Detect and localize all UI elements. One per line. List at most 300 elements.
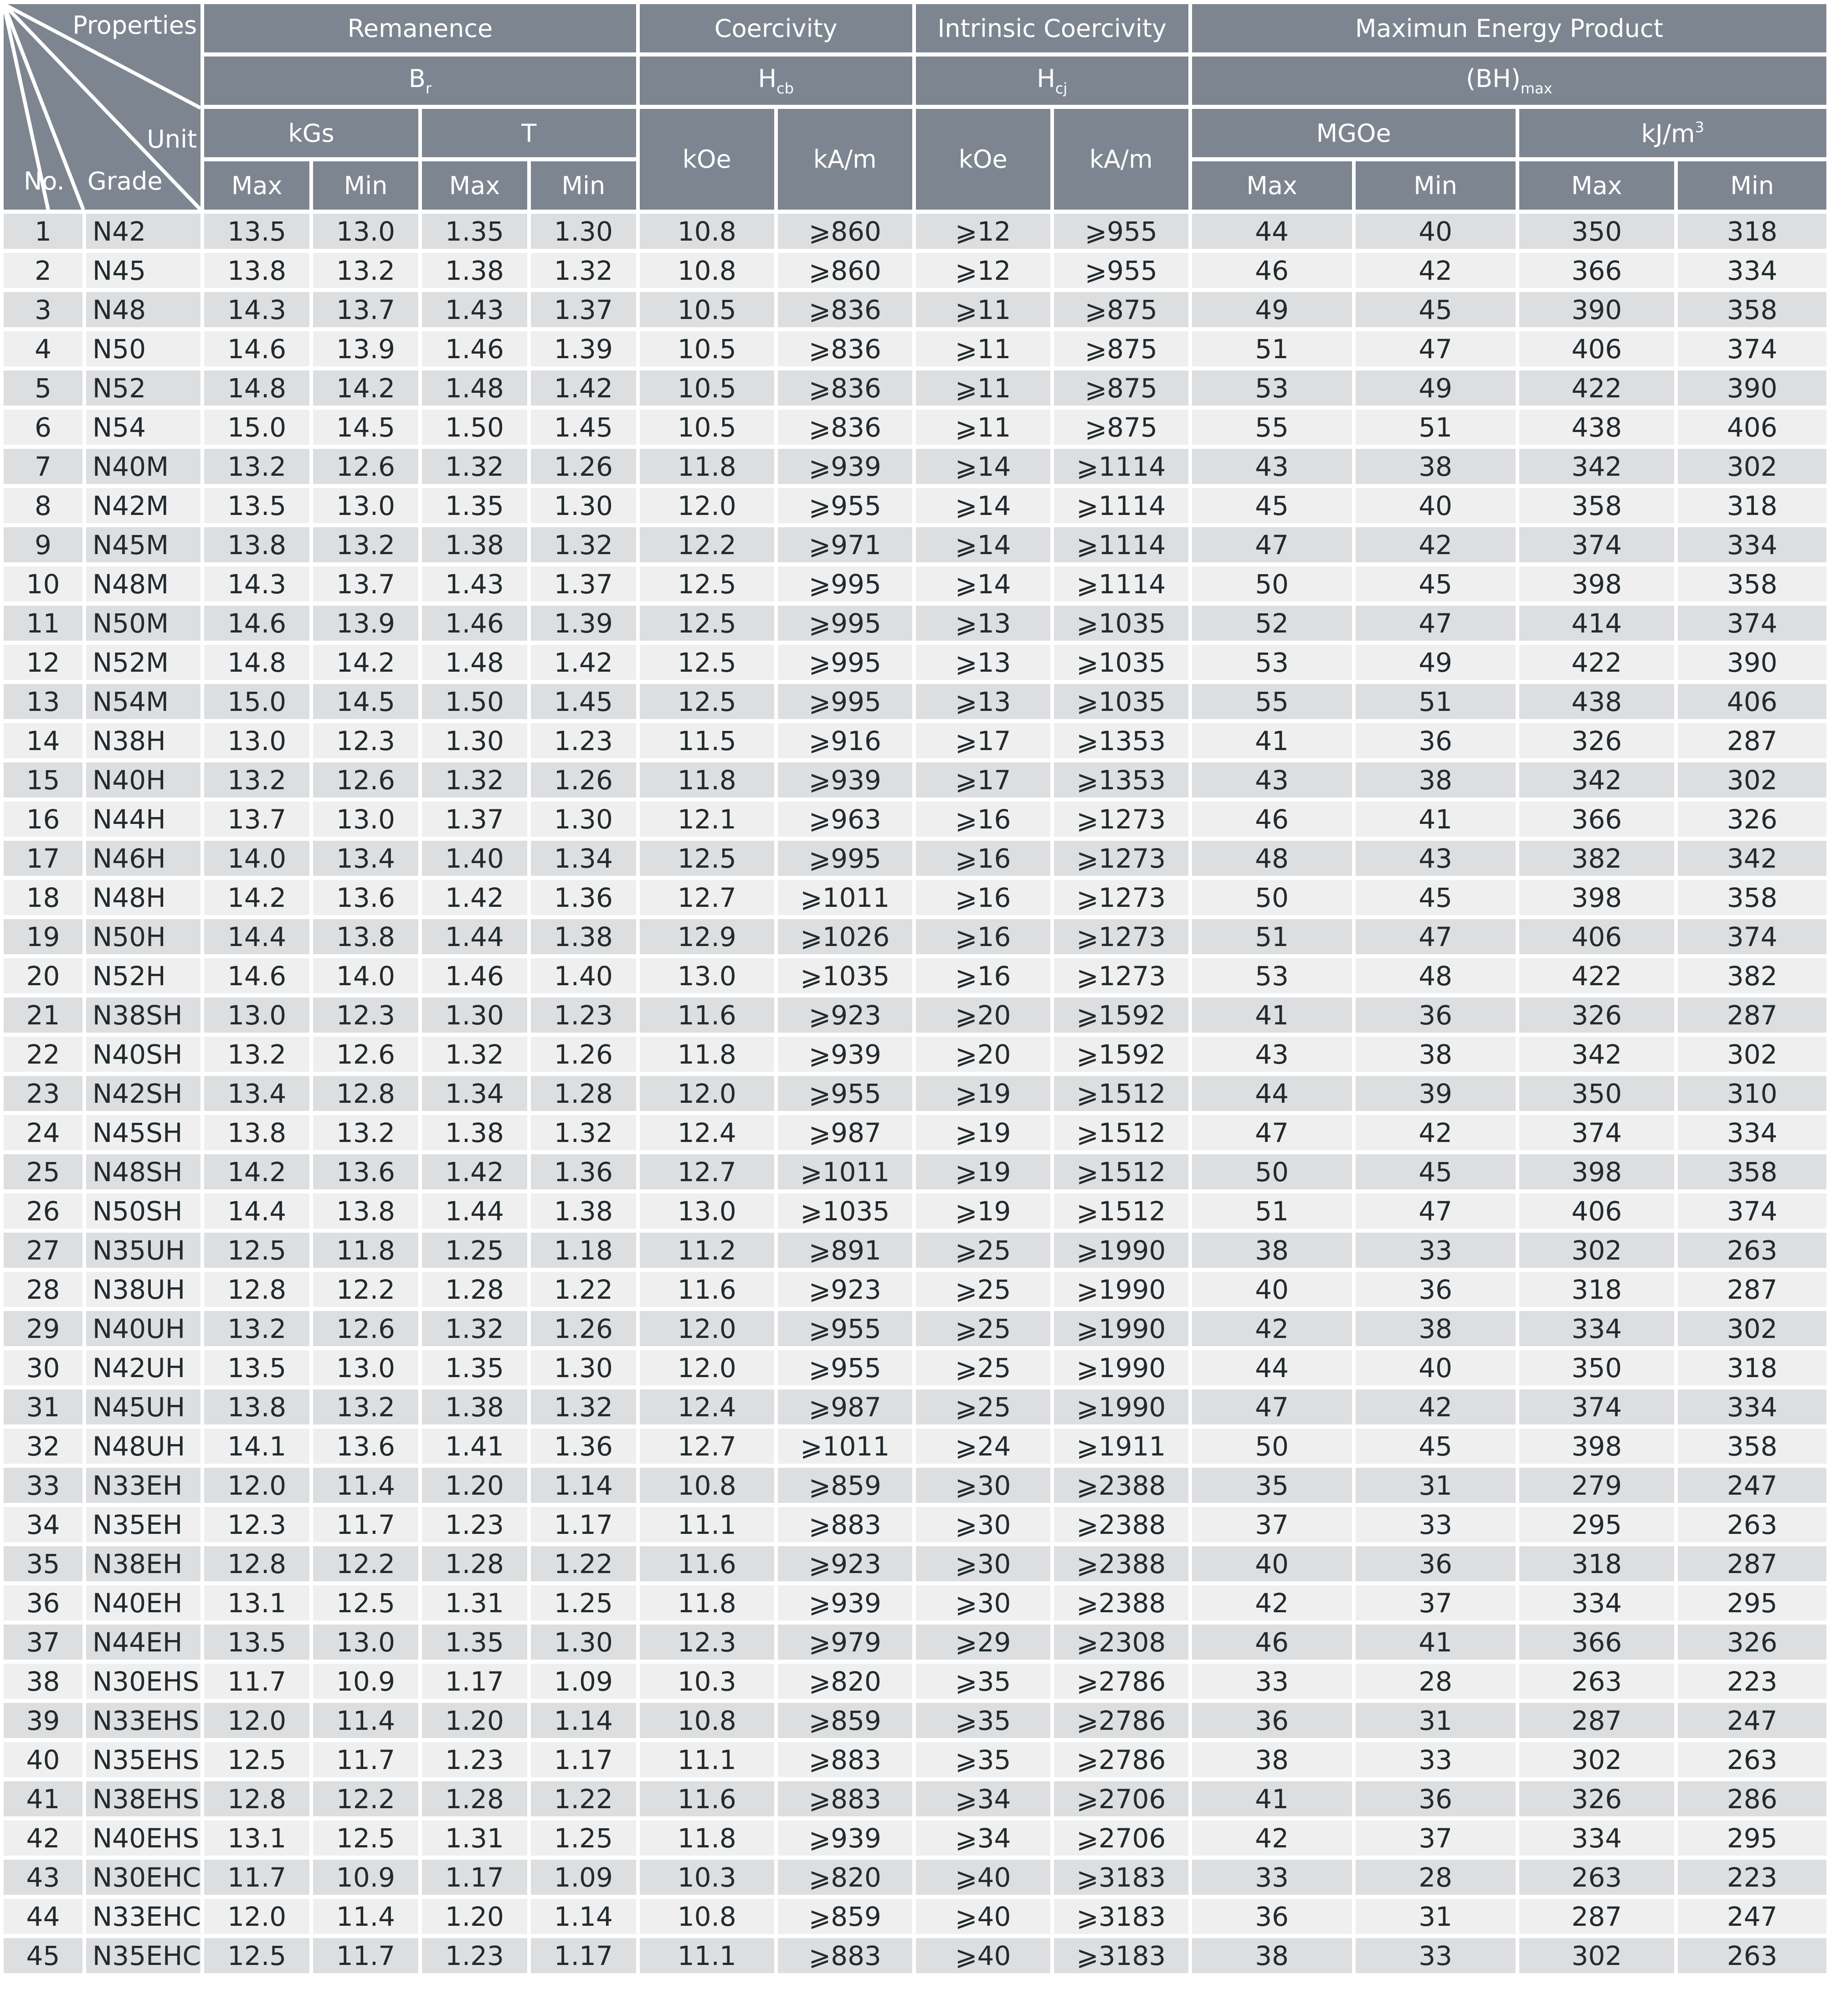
kjm3-min-cell: 334: [1678, 527, 1826, 562]
hcj-koe-cell: ⩾17: [916, 723, 1050, 758]
tesla-min-cell: 1.30: [531, 1625, 636, 1660]
hcb-koe-cell: 12.2: [640, 527, 774, 562]
kgs-min-cell: 11.4: [313, 1899, 418, 1934]
kjm3-max-cell: 326: [1519, 723, 1675, 758]
grade-cell: N35EH: [86, 1507, 200, 1542]
hcb-koe-cell: 11.1: [640, 1938, 774, 1973]
grade-cell: N48: [86, 292, 200, 327]
kjm3-max-cell: 366: [1519, 1625, 1675, 1660]
kgs-min-cell: 14.0: [313, 958, 418, 993]
no-cell: 12: [4, 645, 82, 680]
grade-cell: N42M: [86, 488, 200, 523]
tesla-min-cell: 1.14: [531, 1468, 636, 1503]
hcb-koe-cell: 10.5: [640, 370, 774, 406]
hcj-koe-cell: ⩾16: [916, 919, 1050, 954]
hcj-kam-cell: ⩾1114: [1054, 449, 1188, 484]
hcj-kam-cell: ⩾1035: [1054, 684, 1188, 719]
kgs-min-cell: 11.8: [313, 1233, 418, 1268]
tesla-max-cell: 1.44: [422, 1193, 527, 1229]
tesla-max-cell: 1.43: [422, 292, 527, 327]
kjm3-max-cell: 326: [1519, 998, 1675, 1033]
kgs-max-cell: 14.8: [204, 370, 309, 406]
tesla-max-cell: 1.35: [422, 214, 527, 249]
remanence-header: Remanence: [204, 4, 636, 52]
hcj-kam-unit-header: kA/m: [1054, 109, 1188, 210]
tesla-max-cell: 1.48: [422, 645, 527, 680]
table-row: [4, 1115, 1826, 1150]
kgs-min-cell: 13.9: [313, 606, 418, 641]
table-row: [4, 1507, 1826, 1542]
tesla-max-cell: 1.35: [422, 1350, 527, 1385]
kjm3-min-header: Min: [1678, 161, 1826, 210]
mgoe-max-cell: 42: [1192, 1585, 1352, 1620]
mgoe-min-cell: 28: [1356, 1860, 1516, 1895]
grade-cell: N40SH: [86, 1037, 200, 1072]
mgoe-min-cell: 42: [1356, 1115, 1516, 1150]
mgoe-min-cell: 28: [1356, 1664, 1516, 1699]
tesla-max-cell: 1.32: [422, 1311, 527, 1346]
tesla-min-cell: 1.38: [531, 919, 636, 954]
grade-cell: N45UH: [86, 1389, 200, 1425]
no-cell: 27: [4, 1233, 82, 1268]
grade-cell: N52M: [86, 645, 200, 680]
table-row: [4, 449, 1826, 484]
mgoe-max-cell: 44: [1192, 1076, 1352, 1111]
mgoe-min-cell: 47: [1356, 1193, 1516, 1229]
kgs-min-cell: 12.2: [313, 1546, 418, 1581]
mgoe-max-cell: 53: [1192, 958, 1352, 993]
tesla-max-cell: 1.23: [422, 1938, 527, 1973]
hcj-koe-cell: ⩾20: [916, 1037, 1050, 1072]
hcb-kam-cell: ⩾1026: [778, 919, 912, 954]
mgoe-min-cell: 47: [1356, 331, 1516, 366]
no-cell: 6: [4, 410, 82, 445]
kjm3-max-cell: 382: [1519, 841, 1675, 876]
tesla-max-cell: 1.50: [422, 684, 527, 719]
kjm3-max-cell: 374: [1519, 1389, 1675, 1425]
grade-cell: N30EHC: [86, 1860, 200, 1895]
hcb-koe-cell: 13.0: [640, 1193, 774, 1229]
kjm3-min-cell: 247: [1678, 1899, 1826, 1934]
table-row: [4, 1860, 1826, 1895]
hcj-kam-cell: ⩾1353: [1054, 723, 1188, 758]
hcb-kam-cell: ⩾995: [778, 841, 912, 876]
table-row: [4, 1468, 1826, 1503]
kgs-max-cell: 14.2: [204, 880, 309, 915]
kgs-max-cell: 12.8: [204, 1546, 309, 1581]
tesla-min-cell: 1.45: [531, 410, 636, 445]
no-cell: 24: [4, 1115, 82, 1150]
hcb-koe-cell: 12.4: [640, 1389, 774, 1425]
kjm3-max-cell: 350: [1519, 1350, 1675, 1385]
mgoe-max-cell: 51: [1192, 919, 1352, 954]
grade-cell: N38EH: [86, 1546, 200, 1581]
kjm3-max-cell: 287: [1519, 1703, 1675, 1738]
kjm3-min-cell: 263: [1678, 1742, 1826, 1777]
tesla-max-cell: 1.46: [422, 958, 527, 993]
hcj-kam-cell: ⩾1990: [1054, 1311, 1188, 1346]
table-row: [4, 1899, 1826, 1934]
kjm3-min-cell: 342: [1678, 841, 1826, 876]
table-row: [4, 1272, 1826, 1307]
mgoe-min-cell: 33: [1356, 1938, 1516, 1973]
mgoe-unit-header: MGOe: [1192, 109, 1516, 157]
grade-label: Grade: [87, 167, 163, 195]
no-cell: 26: [4, 1193, 82, 1229]
hcb-koe-cell: 12.5: [640, 841, 774, 876]
no-cell: 7: [4, 449, 82, 484]
tesla-min-cell: 1.09: [531, 1664, 636, 1699]
grade-cell: N40UH: [86, 1311, 200, 1346]
mgoe-min-cell: 39: [1356, 1076, 1516, 1111]
hcj-koe-cell: ⩾13: [916, 684, 1050, 719]
kjm3-min-cell: 287: [1678, 723, 1826, 758]
kgs-max-cell: 14.2: [204, 1154, 309, 1189]
kgs-max-cell: 13.8: [204, 527, 309, 562]
tesla-max-cell: 1.28: [422, 1272, 527, 1307]
no-cell: 21: [4, 998, 82, 1033]
kgs-max-cell: 12.5: [204, 1233, 309, 1268]
kgs-min-cell: 13.2: [313, 1115, 418, 1150]
grade-cell: N38SH: [86, 998, 200, 1033]
tesla-min-cell: 1.17: [531, 1742, 636, 1777]
no-cell: 8: [4, 488, 82, 523]
hcb-kam-cell: ⩾939: [778, 449, 912, 484]
hcj-koe-cell: ⩾16: [916, 958, 1050, 993]
kjm3-min-cell: 390: [1678, 370, 1826, 406]
no-cell: 18: [4, 880, 82, 915]
hcj-symbol: H: [1037, 64, 1055, 93]
tesla-min-cell: 1.28: [531, 1076, 636, 1111]
kjm3-min-cell: 390: [1678, 645, 1826, 680]
kgs-max-cell: 13.1: [204, 1585, 309, 1620]
grade-cell: N42UH: [86, 1350, 200, 1385]
kgs-max-cell: 14.4: [204, 1193, 309, 1229]
hcb-kam-cell: ⩾995: [778, 645, 912, 680]
hcb-kam-cell: ⩾836: [778, 410, 912, 445]
kjm3-min-cell: 374: [1678, 919, 1826, 954]
hcb-kam-cell: ⩾1011: [778, 880, 912, 915]
number-label: No.: [24, 167, 65, 195]
mgoe-max-cell: 42: [1192, 1821, 1352, 1856]
mgoe-max-cell: 50: [1192, 566, 1352, 602]
coercivity-header: Coercivity: [640, 4, 912, 52]
kgs-max-cell: 13.5: [204, 1625, 309, 1660]
hcb-kam-cell: ⩾923: [778, 998, 912, 1033]
mgoe-min-cell: 49: [1356, 370, 1516, 406]
kgs-min-cell: 12.2: [313, 1781, 418, 1816]
hcb-kam-cell: ⩾923: [778, 1272, 912, 1307]
tesla-min-cell: 1.40: [531, 958, 636, 993]
kjm3-max-cell: 422: [1519, 958, 1675, 993]
header-row-limits: [4, 161, 1826, 210]
tesla-min-cell: 1.39: [531, 331, 636, 366]
hcb-koe-cell: 10.8: [640, 253, 774, 288]
mgoe-min-cell: 48: [1356, 958, 1516, 993]
hcj-kam-cell: ⩾3183: [1054, 1899, 1188, 1934]
table-row: [4, 762, 1826, 797]
hcb-koe-cell: 11.2: [640, 1233, 774, 1268]
hcb-koe-cell: 10.5: [640, 292, 774, 327]
kgs-min-cell: 13.7: [313, 292, 418, 327]
tesla-min-cell: 1.42: [531, 645, 636, 680]
kgs-min-cell: 12.5: [313, 1585, 418, 1620]
no-cell: 13: [4, 684, 82, 719]
tesla-max-cell: 1.23: [422, 1742, 527, 1777]
mgoe-max-cell: 46: [1192, 253, 1352, 288]
table-row: [4, 1193, 1826, 1229]
grade-cell: N48H: [86, 880, 200, 915]
table-row: [4, 1037, 1826, 1072]
kjm3-min-cell: 223: [1678, 1664, 1826, 1699]
mgoe-max-cell: 46: [1192, 1625, 1352, 1660]
kjm3-min-cell: 318: [1678, 1350, 1826, 1385]
hcb-koe-cell: 12.0: [640, 1311, 774, 1346]
hcj-kam-cell: ⩾875: [1054, 292, 1188, 327]
grade-cell: N40EHS: [86, 1821, 200, 1856]
tesla-min-cell: 1.25: [531, 1585, 636, 1620]
hcj-kam-cell: ⩾1035: [1054, 606, 1188, 641]
hcj-koe-cell: ⩾14: [916, 566, 1050, 602]
kgs-min-cell: 10.9: [313, 1664, 418, 1699]
hcb-kam-cell: ⩾1011: [778, 1429, 912, 1464]
hcj-kam-cell: ⩾1353: [1054, 762, 1188, 797]
hcj-koe-cell: ⩾25: [916, 1350, 1050, 1385]
kjm3-min-cell: 263: [1678, 1938, 1826, 1973]
hcb-kam-cell: ⩾883: [778, 1938, 912, 1973]
kjm3-min-cell: 302: [1678, 449, 1826, 484]
tesla-max-cell: 1.20: [422, 1703, 527, 1738]
tesla-min-cell: 1.37: [531, 566, 636, 602]
kjm3-min-cell: 358: [1678, 1154, 1826, 1189]
kjm3-min-cell: 406: [1678, 410, 1826, 445]
tesla-unit-header: T: [422, 109, 636, 157]
mgoe-max-cell: 48: [1192, 841, 1352, 876]
no-cell: 1: [4, 214, 82, 249]
hcb-koe-cell: 11.8: [640, 1821, 774, 1856]
hcj-koe-cell: ⩾35: [916, 1664, 1050, 1699]
hcb-koe-cell: 11.8: [640, 449, 774, 484]
mgoe-max-cell: 43: [1192, 1037, 1352, 1072]
hcb-koe-cell: 11.6: [640, 1781, 774, 1816]
mgoe-max-cell: 50: [1192, 880, 1352, 915]
mgoe-max-cell: 38: [1192, 1233, 1352, 1268]
grade-cell: N52H: [86, 958, 200, 993]
kjm3-min-cell: 334: [1678, 1115, 1826, 1150]
kjm3-max-cell: 279: [1519, 1468, 1675, 1503]
hcj-kam-cell: ⩾2706: [1054, 1821, 1188, 1856]
kgs-min-cell: 12.2: [313, 1272, 418, 1307]
hcb-koe-cell: 12.4: [640, 1115, 774, 1150]
kjm3-min-cell: 286: [1678, 1781, 1826, 1816]
kgs-max-cell: 13.7: [204, 802, 309, 837]
hcj-koe-cell: ⩾14: [916, 527, 1050, 562]
kjm3-min-cell: 287: [1678, 998, 1826, 1033]
tesla-max-cell: 1.48: [422, 370, 527, 406]
hcb-kam-cell: ⩾1035: [778, 1193, 912, 1229]
tesla-min-cell: 1.22: [531, 1546, 636, 1581]
kjm3-max-cell: 374: [1519, 527, 1675, 562]
hcj-kam-cell: ⩾1911: [1054, 1429, 1188, 1464]
mgoe-min-cell: 51: [1356, 410, 1516, 445]
no-cell: 5: [4, 370, 82, 406]
hcj-kam-cell: ⩾1273: [1054, 841, 1188, 876]
grade-cell: N38H: [86, 723, 200, 758]
kgs-max-cell: 12.8: [204, 1272, 309, 1307]
kgs-max-cell: 13.5: [204, 488, 309, 523]
hcb-kam-cell: ⩾860: [778, 253, 912, 288]
tesla-max-cell: 1.30: [422, 723, 527, 758]
hcb-kam-cell: ⩾987: [778, 1115, 912, 1150]
hcb-koe-cell: 11.6: [640, 1546, 774, 1581]
hcj-kam-cell: ⩾2388: [1054, 1507, 1188, 1542]
mgoe-min-cell: 33: [1356, 1233, 1516, 1268]
hcb-koe-unit-header: kOe: [640, 109, 774, 210]
hcj-koe-cell: ⩾12: [916, 214, 1050, 249]
no-cell: 4: [4, 331, 82, 366]
no-cell: 33: [4, 1468, 82, 1503]
kgs-min-cell: 13.2: [313, 253, 418, 288]
grade-cell: N42: [86, 214, 200, 249]
table-row: [4, 1154, 1826, 1189]
kjm3-max-cell: 390: [1519, 292, 1675, 327]
hcj-kam-cell: ⩾2388: [1054, 1585, 1188, 1620]
hcj-kam-cell: ⩾1990: [1054, 1233, 1188, 1268]
hcb-kam-cell: ⩾883: [778, 1781, 912, 1816]
kgs-max-cell: 11.7: [204, 1860, 309, 1895]
hcb-kam-cell: ⩾971: [778, 527, 912, 562]
hcb-kam-cell: ⩾820: [778, 1664, 912, 1699]
no-cell: 43: [4, 1860, 82, 1895]
mgoe-max-cell: 50: [1192, 1154, 1352, 1189]
hcj-kam-cell: ⩾1592: [1054, 1037, 1188, 1072]
kjm3-max-cell: 334: [1519, 1821, 1675, 1856]
table-row: [4, 1585, 1826, 1620]
tesla-min-cell: 1.34: [531, 841, 636, 876]
mgoe-max-cell: 36: [1192, 1899, 1352, 1934]
hcj-kam-cell: ⩾1273: [1054, 802, 1188, 837]
table-row: [4, 802, 1826, 837]
table-row: [4, 1311, 1826, 1346]
grade-cell: N44EH: [86, 1625, 200, 1660]
kgs-max-cell: 14.8: [204, 645, 309, 680]
hcj-koe-cell: ⩾35: [916, 1703, 1050, 1738]
hcb-kam-cell: ⩾859: [778, 1468, 912, 1503]
mgoe-max-cell: 47: [1192, 1115, 1352, 1150]
hcb-kam-cell: ⩾836: [778, 370, 912, 406]
mgoe-min-cell: 31: [1356, 1703, 1516, 1738]
hcb-koe-cell: 10.5: [640, 331, 774, 366]
tesla-max-cell: 1.32: [422, 449, 527, 484]
table-row: [4, 331, 1826, 366]
no-cell: 23: [4, 1076, 82, 1111]
kjm3-max-cell: 318: [1519, 1546, 1675, 1581]
grade-cell: N40EH: [86, 1585, 200, 1620]
no-cell: 29: [4, 1311, 82, 1346]
mgoe-max-cell: 55: [1192, 410, 1352, 445]
no-cell: 28: [4, 1272, 82, 1307]
hcj-koe-cell: ⩾34: [916, 1821, 1050, 1856]
tesla-min-cell: 1.26: [531, 762, 636, 797]
table-row: [4, 214, 1826, 249]
hcj-koe-cell: ⩾25: [916, 1389, 1050, 1425]
tesla-min-cell: 1.23: [531, 723, 636, 758]
grade-cell: N50H: [86, 919, 200, 954]
kjm3-min-cell: 326: [1678, 802, 1826, 837]
hcj-kam-cell: ⩾1990: [1054, 1350, 1188, 1385]
hcj-kam-cell: ⩾2786: [1054, 1742, 1188, 1777]
mgoe-max-cell: 46: [1192, 802, 1352, 837]
tesla-max-cell: 1.17: [422, 1664, 527, 1699]
tesla-min-cell: 1.14: [531, 1703, 636, 1738]
kgs-max-cell: 13.2: [204, 449, 309, 484]
mgoe-min-cell: 31: [1356, 1899, 1516, 1934]
kgs-min-cell: 13.6: [313, 1154, 418, 1189]
no-cell: 32: [4, 1429, 82, 1464]
grade-cell: N33EHC: [86, 1899, 200, 1934]
hcb-koe-cell: 12.0: [640, 488, 774, 523]
tesla-max-cell: 1.35: [422, 1625, 527, 1660]
hcj-kam-cell: ⩾2706: [1054, 1781, 1188, 1816]
kgs-max-cell: 13.8: [204, 1389, 309, 1425]
mgoe-max-cell: 33: [1192, 1664, 1352, 1699]
no-cell: 10: [4, 566, 82, 602]
kjm3-max-cell: 302: [1519, 1742, 1675, 1777]
tesla-max-cell: 1.32: [422, 1037, 527, 1072]
hcb-koe-cell: 11.1: [640, 1742, 774, 1777]
kgs-max-cell: 12.3: [204, 1507, 309, 1542]
kjm3-max-cell: 398: [1519, 880, 1675, 915]
bhmax-symbol-header: [1192, 57, 1826, 105]
kgs-max-cell: 12.5: [204, 1742, 309, 1777]
kgs-max-cell: 14.1: [204, 1429, 309, 1464]
unit-label: Unit: [147, 125, 197, 154]
tesla-max-cell: 1.38: [422, 527, 527, 562]
br-subscript: r: [425, 80, 432, 97]
hcb-kam-cell: ⩾836: [778, 292, 912, 327]
hcb-kam-cell: ⩾939: [778, 1585, 912, 1620]
hcj-kam-cell: ⩾875: [1054, 410, 1188, 445]
table-row: [4, 645, 1826, 680]
no-cell: 16: [4, 802, 82, 837]
hcb-koe-cell: 12.0: [640, 1076, 774, 1111]
tesla-min-cell: 1.38: [531, 1193, 636, 1229]
no-cell: 36: [4, 1585, 82, 1620]
kgs-max-cell: 12.0: [204, 1468, 309, 1503]
no-cell: 11: [4, 606, 82, 641]
hcj-kam-cell: ⩾2786: [1054, 1664, 1188, 1699]
hcj-kam-cell: ⩾1273: [1054, 919, 1188, 954]
kgs-max-cell: 14.6: [204, 331, 309, 366]
no-cell: 35: [4, 1546, 82, 1581]
hcb-koe-cell: 12.5: [640, 684, 774, 719]
hcb-kam-cell: ⩾995: [778, 566, 912, 602]
hcb-kam-unit-header: kA/m: [778, 109, 912, 210]
kgs-min-cell: 11.4: [313, 1468, 418, 1503]
kjm3-max-cell: 263: [1519, 1860, 1675, 1895]
table-row: [4, 410, 1826, 445]
tesla-min-cell: 1.17: [531, 1507, 636, 1542]
mgoe-min-cell: 36: [1356, 723, 1516, 758]
hcb-koe-cell: 11.5: [640, 723, 774, 758]
hcb-koe-cell: 10.5: [640, 410, 774, 445]
tesla-min-cell: 1.30: [531, 488, 636, 523]
kjm3-min-cell: 358: [1678, 880, 1826, 915]
hcj-kam-cell: ⩾2388: [1054, 1468, 1188, 1503]
kgs-max-cell: 13.8: [204, 1115, 309, 1150]
mgoe-max-cell: 36: [1192, 1703, 1352, 1738]
tesla-max-cell: 1.31: [422, 1821, 527, 1856]
